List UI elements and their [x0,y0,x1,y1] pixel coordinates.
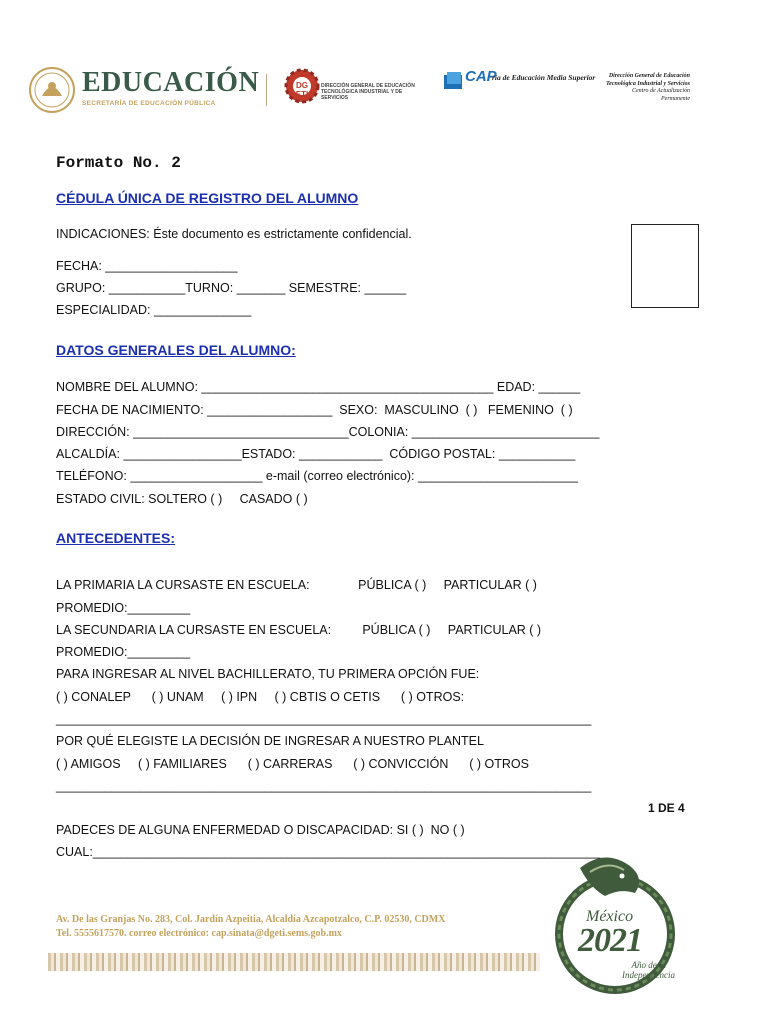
year-2021: 2021 [578,922,642,959]
especialidad-field[interactable]: ESPECIALIDAD: ______________ [56,303,252,317]
cap-right-line1: Dirección General de Educación [608,73,690,79]
cap-book-icon [442,70,464,92]
dgeti-text: DIRECCIÓN GENERAL DE EDUCACIÓN TECNOLÓGICA INDUSTRIAL Y DE SERVICIOS [321,83,415,101]
format-number: Formato No. 2 [56,154,181,172]
grupo-turno-semestre-field[interactable]: GRUPO: ___________TURNO: _______ SEMESTRE: ______ [56,281,407,295]
primera-opcion-question: PARA INGRESAR AL NIVEL BACHILLERATO, TU PRIMERA OPCIÓN FUE: [56,667,480,681]
footer-address: Av. De las Granjas No. 283, Col. Jardín Azpeitia, Alcaldía Azcapotzalco, C.P. 02530, CDMX [56,914,446,925]
primaria-field[interactable]: LA PRIMARIA LA CURSASTE EN ESCUELA: PÚBLICA ( ) PARTICULAR ( ) [56,578,537,592]
promedio-primaria-field[interactable]: PROMEDIO:_________ [56,601,191,615]
otros-rule[interactable]: _____________________________________________________________________________ [56,712,592,726]
porque-question: POR QUÉ ELEGISTE LA DECISIÓN DE INGRESAR A NUESTRO PLANTEL [56,734,484,748]
page-number: 1 DE 4 [648,801,685,815]
cap-right-line3: Centro de Actualización Permanente [632,88,690,102]
antecedentes-heading: ANTECEDENTES: [56,530,176,546]
estado-civil-field[interactable]: ESTADO CIVIL: SOLTERO ( ) CASADO ( ) [56,492,308,506]
cap-logo-subtext [449,92,489,108]
cap-logo: CAP [465,68,497,85]
cap-right-block [604,73,690,103]
dgeti-logo-text: DG ETI [295,81,309,99]
decorative-border [48,953,540,971]
anio-text-2: Independencia [622,970,675,980]
mexico-word: México [586,908,634,925]
header-divider [266,74,267,106]
nombre-field[interactable]: NOMBRE DEL ALUMNO: __________________________________________ EDAD: ______ [56,380,581,394]
alcaldia-field[interactable]: ALCALDÍA: _________________ESTADO: ____________ CÓDIGO POSTAL: ___________ [56,447,576,461]
photo-box [631,224,699,308]
cap-center-text: ría de Educación Media Superior [492,73,596,82]
porque-options[interactable]: ( ) AMIGOS ( ) FAMILIARES ( ) CARRERAS ( ) CONVICCIÓN ( ) OTROS [56,757,529,771]
educacion-title: EDUCACIÓN [82,67,260,98]
secundaria-field[interactable]: LA SECUNDARIA LA CURSASTE EN ESCUELA: PÚBLICA ( ) PARTICULAR ( ) [56,623,542,637]
cual-field[interactable]: CUAL:_________________________________________________________________________ [56,845,601,859]
fecha-nacimiento-field[interactable]: FECHA DE NACIMIENTO: __________________ SEXO: MASCULINO ( ) FEMENINO ( ) [56,403,573,417]
anio-independencia [622,960,675,980]
footer-contact: Tel. 5555617570. correo electrónico: cap.sinata@dgeti.sems.gob.mx [56,928,342,939]
enfermedad-field[interactable]: PADECES DE ALGUNA ENFERMEDAD O DISCAPACIDAD: SI ( ) NO ( ) [56,823,465,837]
telefono-field[interactable]: TELÉFONO: ___________________ e-mail (correo electrónico): _______________________ [56,469,578,483]
form-title: CÉDULA ÚNICA DE REGISTRO DEL ALUMNO [56,190,359,206]
cap-right-line2: Tecnológica Industrial y Servicios [606,80,690,87]
direccion-field[interactable]: DIRECCIÓN: _______________________________COLONIA: ___________________________ [56,425,600,439]
datos-generales-heading: DATOS GENERALES DEL ALUMNO: [56,342,296,358]
indicaciones: INDICACIONES: Éste documento es estrictamente confidencial. [56,227,412,241]
promedio-secundaria-field[interactable]: PROMEDIO:_________ [56,645,191,659]
mexico-seal-icon [28,66,76,114]
porque-rule[interactable]: _____________________________________________________________________________ [56,779,592,793]
primera-opcion-options[interactable]: ( ) CONALEP ( ) UNAM ( ) IPN ( ) CBTIS O CETIS ( ) OTROS: [56,690,465,704]
anio-text-1: Año de la [631,960,666,970]
educacion-subtitle: SECRETARÍA DE EDUCACIÓN PÚBLICA [82,100,216,107]
fecha-field[interactable]: FECHA: ___________________ [56,259,238,273]
